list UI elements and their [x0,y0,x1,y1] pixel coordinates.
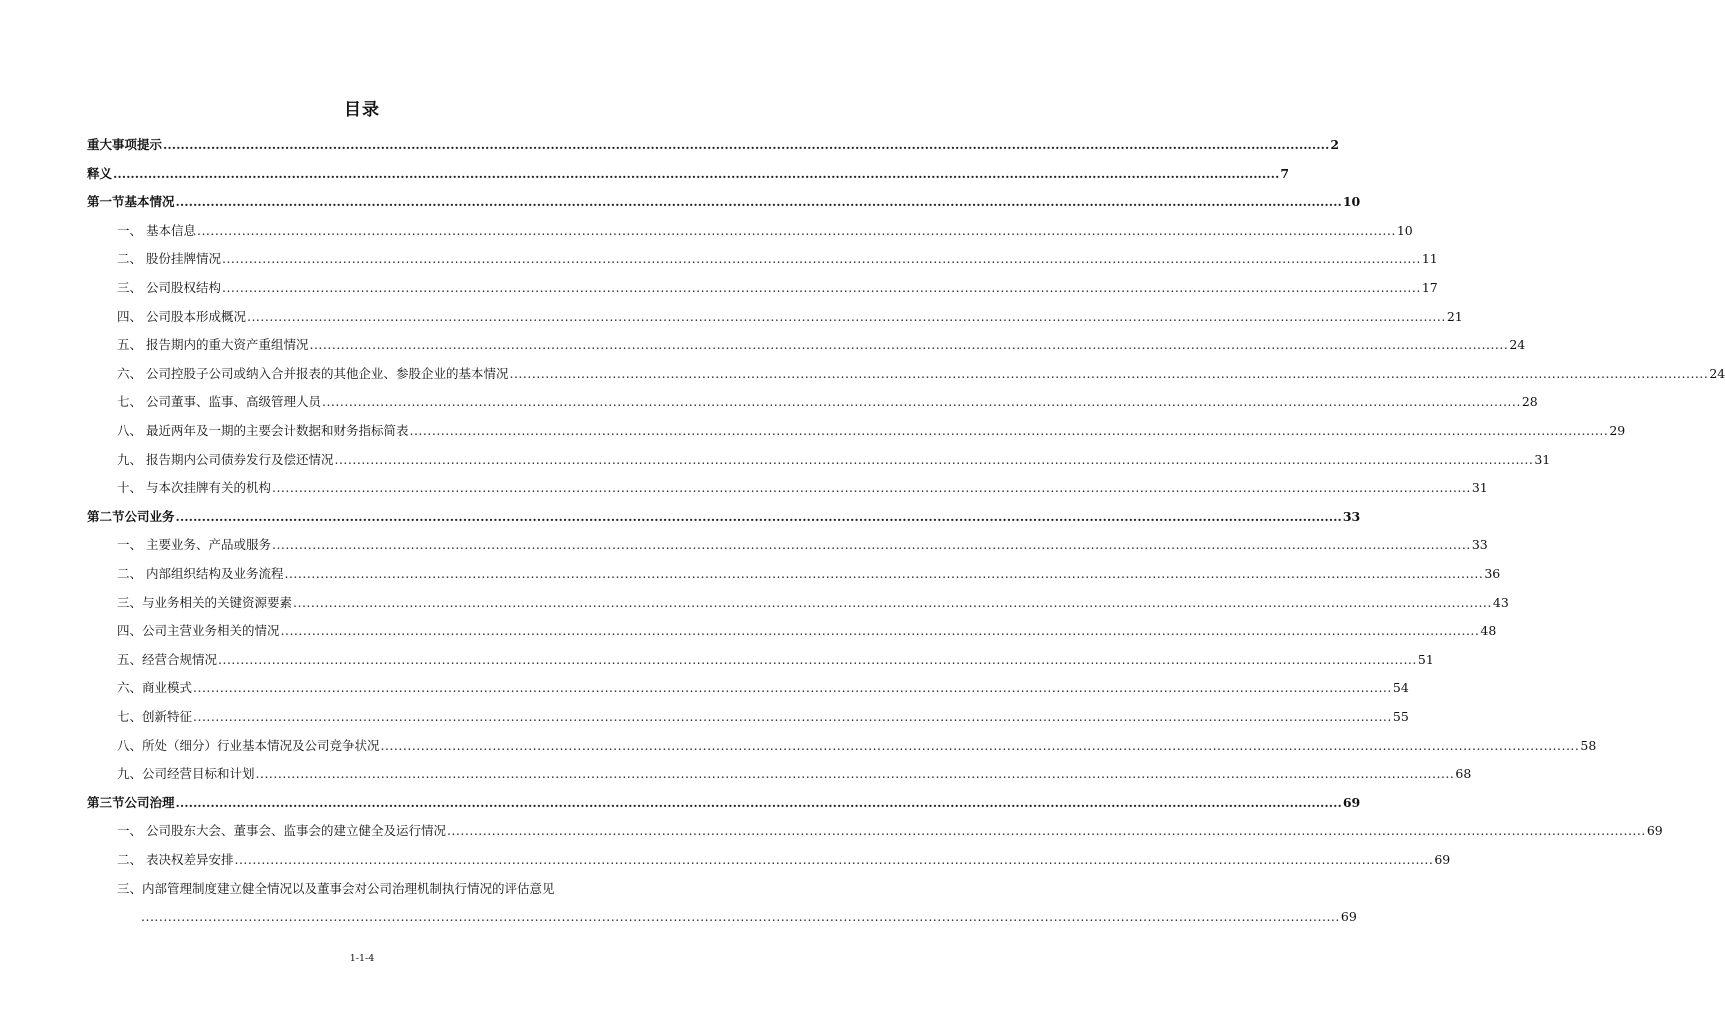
toc-page-number: 69 [1646,823,1663,839]
toc-entry-label: 释义 [87,165,113,181]
toc-entry[interactable] [117,307,1463,327]
toc-page-number: 48 [1480,623,1497,639]
toc-entry-label: 六、商业模式 [117,680,193,696]
toc-entry-label: 五、 报告期内的重大资产重组情况 [117,337,309,353]
toc-entry-label: 二、 内部组织结构及业务流程 [117,566,284,581]
toc-entry-label: 二、 表决权差异安排 [117,852,234,867]
toc-entry-label: 九、公司经营目标和计划 [117,766,255,782]
toc-leader-dots: ............................................................................................................................................................................................................................................................................ [234,852,1434,867]
toc-entry-label: 重大事项提示 [87,137,163,152]
toc-page-number: 10 [1396,222,1413,238]
toc-page-number: 69 [1340,909,1357,925]
toc-page-number: 58 [1580,737,1597,753]
toc-page-number: 69 [1342,794,1361,810]
toc-entry[interactable] [117,678,1409,698]
toc-leader-dots: ............................................................................................................................................................................................................................................................................ [175,508,1342,524]
toc-entry[interactable] [117,392,1538,412]
toc-page-number: 54 [1392,680,1409,696]
toc-leader-dots: ............................................................................................................................................................................................................................................................................ [113,165,1280,181]
toc-page-number: 24 [1709,365,1725,381]
toc-leader-dots: ............................................................................................................................................................................................................................................................................ [309,337,1509,353]
toc-entry[interactable] [117,249,1438,269]
toc-entry-label: 九、 报告期内公司债券发行及偿还情况 [117,451,334,467]
toc-page-number: 43 [1492,594,1509,610]
toc-entry-label: 一、 基本信息 [117,222,196,238]
toc-leader-dots: ............................................................................................................................................................................................................................................................................ [196,222,1396,238]
toc-page-number: 17 [1421,280,1438,295]
toc-entry[interactable] [117,535,1488,555]
toc-entry[interactable] [117,278,1438,298]
toc-page-number: 68 [1455,766,1472,782]
toc-entry[interactable] [117,364,1725,384]
toc-leader-dots: ............................................................................................................................................................................................................................................................................ [218,651,1417,667]
toc-leader-dots: ............................................................................................................................................................................................................................................................................ [509,365,1709,381]
toc-entry-label: 八、所处（细分）行业基本情况及公司竞争状况 [117,737,380,753]
toc-title: 目录 [344,100,380,120]
toc-leader-dots: ............................................................................................................................................................................................................................................................................ [246,308,1446,324]
toc-section-number: 第三节 [87,794,125,810]
toc-page-number: 11 [1421,251,1438,267]
toc-entry-label: 基本情况 [124,194,175,210]
toc-section-entry[interactable] [87,507,1361,527]
toc-entry[interactable] [140,907,1357,927]
toc-page-number: 2 [1330,137,1340,152]
toc-entry[interactable] [117,650,1434,670]
toc-leader-dots: ............................................................................................................................................................................................................................................................................ [193,680,1392,696]
toc-entry[interactable] [117,764,1472,784]
toc-page-number: 33 [1342,508,1361,524]
toc-page-number: 7 [1280,165,1290,181]
toc-section-entry[interactable] [87,793,1361,813]
toc-entry-label: 四、公司主营业务相关的情况 [117,623,280,639]
toc-entry-label: 三、与业务相关的关键资源要素 [117,594,293,610]
toc-entry[interactable] [117,450,1551,470]
toc-page-number: 31 [1471,480,1488,496]
toc-leader-dots: ............................................................................................................................................................................................................................................................................ [271,480,1471,496]
toc-leader-dots: ............................................................................................................................................................................................................................................................................ [293,594,1492,610]
toc-entry-label: 六、 公司控股子公司或纳入合并报表的其他企业、参股企业的基本情况 [117,365,509,381]
toc-page-number: 31 [1534,451,1551,467]
toc-leader-dots: ............................................................................................................................................................................................................................................................................ [175,194,1342,210]
toc-section-entry[interactable] [87,192,1361,212]
toc-leader-dots: ............................................................................................................................................................................................................................................................................ [380,737,1580,753]
toc-page-number: 36 [1484,566,1501,581]
toc-leader-dots: ............................................................................................................................................................................................................................................................................ [280,623,1480,639]
toc-leader-dots: ............................................................................................................................................................................................................................................................................ [446,823,1646,839]
toc-page-number: 51 [1417,651,1434,667]
toc-entry[interactable] [117,564,1501,584]
toc-section-number: 第一节 [87,194,125,210]
toc-entry-label: 一、 主要业务、产品或服务 [117,537,271,553]
toc-leader-dots: ............................................................................................................................................................................................................................................................................ [271,537,1471,553]
toc-entry-label: 三、内部管理制度建立健全情况以及董事会对公司治理机制执行情况的评估意见 [117,880,555,896]
toc-page-number: 69 [1434,852,1451,867]
toc-leader-dots: ............................................................................................................................................................................................................................................................................ [163,137,1330,152]
toc-entry-label: 二、 股份挂牌情况 [117,251,221,267]
toc-leader-dots: ............................................................................................................................................................................................................................................................................ [141,909,1340,925]
toc-entry-label: 三、 公司股权结构 [117,280,221,295]
toc-section-number: 第二节 [87,508,125,524]
toc-entry-label: 八、 最近两年及一期的主要会计数据和财务指标简表 [117,423,409,438]
toc-entry[interactable] [117,736,1597,756]
toc-entry[interactable] [117,821,1663,841]
toc-entry[interactable] [117,478,1488,498]
toc-leader-dots: ............................................................................................................................................................................................................................................................................ [193,709,1392,724]
toc-leader-dots: ............................................................................................................................................................................................................................................................................ [221,280,1421,295]
toc-page-number: 28 [1521,394,1538,410]
toc-entry[interactable] [117,879,636,899]
toc-page-number: 29 [1609,423,1626,438]
toc-entry-label: 公司治理 [124,794,175,810]
toc-page-number: 55 [1392,709,1409,724]
toc-entry[interactable] [117,593,1509,613]
toc-leader-dots: ............................................................................................................................................................................................................................................................................ [409,423,1609,438]
toc-leader-dots: ............................................................................................................................................................................................................................................................................ [175,794,1342,810]
toc-entry[interactable] [117,221,1413,241]
toc-entry[interactable] [117,621,1497,641]
toc-entry-label: 公司业务 [124,508,175,524]
toc-leader-dots: ............................................................................................................................................................................................................................................................................ [284,566,1484,581]
toc-leader-dots: ............................................................................................................................................................................................................................................................................ [334,451,1534,467]
toc-entry[interactable] [117,850,1451,870]
toc-page-number: 24 [1509,337,1526,353]
toc-leader-dots: ............................................................................................................................................................................................................................................................................ [321,394,1521,410]
toc-entry-label: 四、 公司股本形成概况 [117,308,246,324]
toc-top-entry[interactable] [87,135,1340,155]
toc-top-entry[interactable] [87,164,1290,184]
toc-entry-label: 十、 与本次挂牌有关的机构 [117,480,271,496]
toc-entry-label: 七、创新特征 [117,709,193,724]
toc-leader-dots: ............................................................................................................................................................................................................................................................................ [255,766,1455,782]
toc-page-number: 10 [1342,194,1361,210]
page-number-footer: 1-1-4 [349,953,375,964]
toc-page-number: 33 [1471,537,1488,553]
toc-entry[interactable] [117,707,1409,727]
toc-page-number: 21 [1446,308,1463,324]
toc-entry[interactable] [117,421,1626,441]
toc-entry-label: 七、 公司董事、监事、高级管理人员 [117,394,321,410]
toc-entry-label: 一、 公司股东大会、董事会、监事会的建立健全及运行情况 [117,823,446,839]
toc-leader-dots: ............................................................................................................................................................................................................................................................................ [221,251,1421,267]
toc-entry-label: 五、经营合规情况 [117,651,218,667]
toc-entry[interactable] [117,335,1526,355]
